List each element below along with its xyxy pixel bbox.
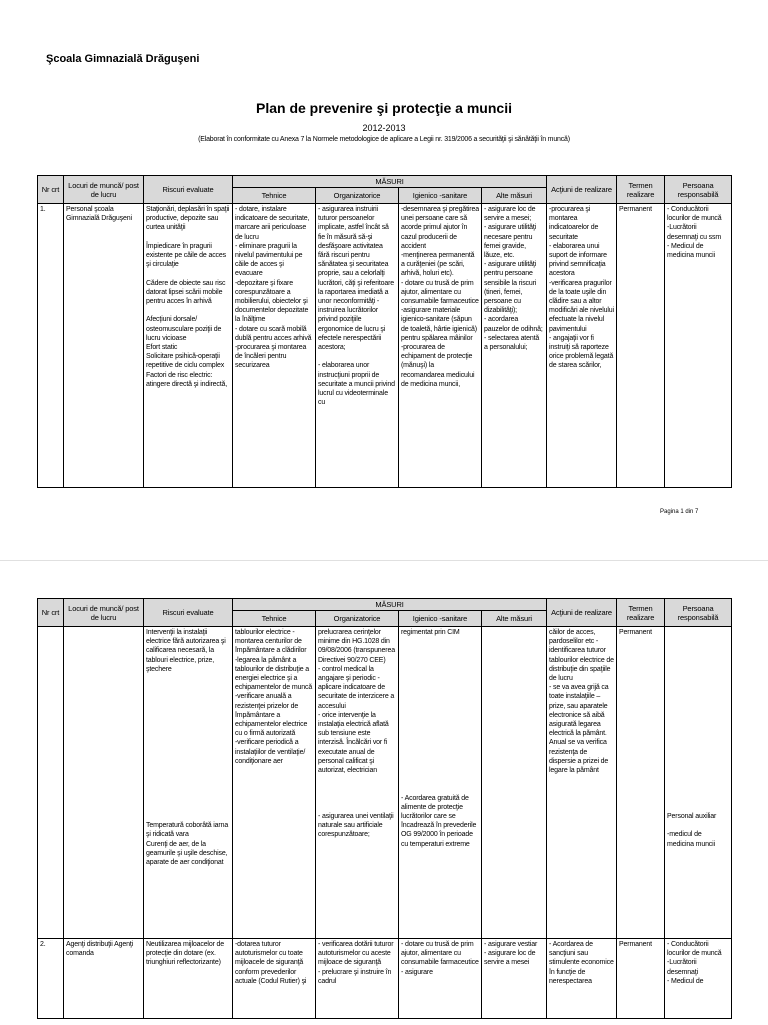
table-row (38, 939, 732, 1019)
cell-text: - asigurare vestiar - asigurare loc de servire a mesei (484, 941, 538, 967)
header-organizatorice: Organizatorice (316, 188, 399, 204)
plan-table-page-1 (37, 175, 732, 488)
header-tehnice: Tehnice (233, 188, 316, 204)
header-persoana: Persoana responsabilă (665, 599, 732, 627)
cell-text: Personal şcoala Gimnazială Drăguşeni (66, 206, 132, 223)
header-masuri: MĂSURI (233, 599, 547, 611)
cell-organizatorice (316, 939, 399, 1019)
cell-alte (482, 939, 547, 1019)
cell-tehnice (233, 627, 316, 939)
cell-text: tablourilor electrice -montarea centurilor de împământare a clădirilor -legarea la pământ a tablourilor de distribuţie a energiei electrice şi a echipamentelor de muncă -verificare anuală a rezistenţei prizelor de împământare a echipamentelor electrice cu o firmă autorizată -verificare periodică a instalaţiilor de ventilaţie/ condiţionare aer (235, 629, 313, 765)
header-tehnice: Tehnice (233, 611, 316, 627)
cell-actiuni (547, 939, 617, 1019)
header-locuri: Locuri de muncă/ post de lucru (64, 599, 144, 627)
header-riscuri: Riscuri evaluate (144, 176, 233, 204)
cell-termen (617, 939, 665, 1019)
header-masuri: MĂSURI (233, 176, 547, 188)
cell-organizatorice (316, 204, 399, 488)
cell-locuri (64, 204, 144, 488)
header-riscuri: Riscuri evaluate (144, 599, 233, 627)
plan-table-page-2 (37, 598, 732, 1019)
cell-text: Intervenţii la instalaţii electrice fără autorizarea şi calificarea necesară, la tablouri electrice, prize, ştechere Temperatură coborâtă iarna şi ridicată vara Curenţi de aer, de la geamurile şi uşile deschise, aparate de aer condiţionat (146, 629, 229, 867)
cell-text: 1. (40, 206, 46, 213)
cell-text: - asigurarea instruirii tuturor persoanelor implicate, astfel încât să fie în măsură să-şi desfăşoare activitatea fără riscuri pentru sănătatea şi securitatea proprie, sau a celorlalţi lucrători, căţi şi referitoare la raportarea imediată a unor neconformităţi - instruirea lucrătorilor privind poziţiile ergonomice de lucru şi efectele nerespectării acestora; - elaborarea unor instrucţiuni proprii de securitate a muncii privind lucrul cu videoterminale cu (318, 206, 395, 407)
header-nr: Nr crt (38, 599, 64, 627)
cell-text: -desemnarea şi pregătirea unei persoane care să acorde primul ajutor în cazul producerii de accident -menţinerea permanentă a curăţeniei (pe scări, arhivă, holuri etc). - dotare cu trusă de prim ajutor, alimentare cu consumabile farmaceutice -asigurare materiale igienico-sanitare (săpun de toaletă, hârtie igienică) pentru spălarea mâinilor -procurarea de echipament de protecţie (mănuşi) la recomandarea medicului de medicina muncii, (401, 206, 479, 388)
cell-text: Permanent (619, 206, 652, 213)
cell-riscuri (144, 204, 233, 488)
cell-alte (482, 204, 547, 488)
header-organizatorice: Organizatorice (316, 611, 399, 627)
header-nr: Nr crt (38, 176, 64, 204)
cell-locuri (64, 939, 144, 1019)
school-years: 2012-2013 (362, 123, 406, 133)
cell-text: - verificarea dotării tuturor autoturismelor cu aceste mijloace de siguranţă - prelucrare şi instruire în cadrul (318, 941, 394, 985)
cell-tehnice (233, 204, 316, 488)
legal-note: (Elaborat în conformitate cu Anexa 7 la Normele metodologice de aplicare a Legii nr. 319/2006 a securităţii şi sănătăţii în muncă) (198, 136, 570, 143)
cell-locuri (64, 627, 144, 939)
cell-igienico (399, 627, 482, 939)
header-alte: Alte măsuri (482, 188, 547, 204)
cell-text: - asigurare loc de servire a mesei; - asigurare utilităţi necesare pentru femei gravide, lăuze, etc. - asigurare utilităţi pentru persoane sensibile la riscuri (tineri, femei, persoane cu dizabilităţi); - acordarea pauzelor de odihnă; - selectarea atentă a personalului; (484, 206, 543, 352)
cell-text: - Conducătorii locurilor de muncă -Lucrătorii desemnaţi - Medicul de (667, 941, 722, 985)
cell-tehnice (233, 939, 316, 1019)
header-termen: Termen realizare (617, 599, 665, 627)
cell-text: -procurarea şi montarea indicatoarelor de securitate - elaborarea unui suport de informare privind semnificaţia acestora -verificarea pragurilor de la toate uşile din clădire sau a altor modificări ale nivelului efectuate la nivelul pavimentului - angajaţii vor fi instruiţi să raporteze orice problemă legată de starea scărilor, (549, 206, 614, 370)
document-page-2 (0, 560, 768, 1025)
header-persoana: Persoana responsabilă (665, 176, 732, 204)
school-name: Şcoala Gimnazială Drăguşeni (46, 53, 200, 65)
cell-nr (38, 939, 64, 1019)
cell-riscuri (144, 627, 233, 939)
cell-riscuri (144, 939, 233, 1019)
cell-text: Permanent (619, 629, 652, 636)
cell-text: Personal auxiliar -medicul de medicina muncii (667, 813, 717, 848)
header-locuri: Locuri de muncă/ post de lucru (64, 176, 144, 204)
cell-text: Staţionări, deplasări în spaţii productive, depozite sau curtea unităţii Împiedicare în pragurii existente pe căile de acces şi circulaţie Cădere de obiecte sau risc datorat lipsei scării mobile pentru acces în arhivă Afecţiuni dorsale/ osteomusculare poziţii de lucru vicioase Efort static Solicitare psihică-operaţii repetitive de ciclu complex Factori de risc electric: atingere directă şi indirectă, (146, 206, 230, 388)
document-title: Plan de prevenire şi protecţie a muncii (256, 100, 512, 116)
cell-igienico (399, 939, 482, 1019)
cell-nr (38, 204, 64, 488)
table-row (38, 204, 732, 488)
cell-termen (617, 627, 665, 939)
cell-actiuni (547, 204, 617, 488)
cell-text: Agenţi distribuţii Agenţi comanda (66, 941, 134, 958)
cell-actiuni (547, 627, 617, 939)
cell-text: 2. (40, 941, 46, 948)
cell-persoana (665, 939, 732, 1019)
cell-igienico (399, 204, 482, 488)
page-number: Pagina 1 din 7 (660, 509, 699, 515)
cell-text: - dotare cu trusă de prim ajutor, alimentare cu consumabile farmaceutice - asigurare (401, 941, 479, 976)
header-alte: Alte măsuri (482, 611, 547, 627)
cell-text: Neutilizarea mijloacelor de protecţie din dotare (ex. triunghiuri reflectorizante) (146, 941, 225, 967)
header-actiuni: Acţiuni de realizare (547, 599, 617, 627)
header-igienico: Igienico -sanitare (399, 611, 482, 627)
header-actiuni: Acţiuni de realizare (547, 176, 617, 204)
cell-nr (38, 627, 64, 939)
cell-persoana (665, 204, 732, 488)
cell-alte (482, 627, 547, 939)
header-termen: Termen realizare (617, 176, 665, 204)
cell-text: - Conducătorii locurilor de muncă -Lucrătorii desemnaţi cu ssm - Medicul de medicina muncii (667, 206, 722, 260)
cell-text: prelucrarea cerinţelor minime din HG.1028 din 09/08/2006 (transpunerea Directivei 90/270 CEE) - control medical la angajare şi periodic -aplicare indicatoare de securitate de interzicere a accesului - orice intervenţie la instalaţia electrică aflată sub tensiune este interzisă. Încălcări vor fi executate anual de personal calificat şi autorizat, electrician - asigurarea unei ventilaţii naturale sau artificiale corespunzătoare; (318, 629, 395, 839)
cell-text: Permanent (619, 941, 652, 948)
cell-organizatorice (316, 627, 399, 939)
header-igienico: Igienico -sanitare (399, 188, 482, 204)
cell-text: regimentat prin CIM - Acordarea gratuită de alimente de protecţie lucrătorilor care se încadrează în prevederile OG 99/2000 în perioade cu temperaturi extreme (401, 629, 477, 848)
cell-text: căilor de acces, pardoselilor etc -identificarea tuturor tablourilor electrice de distribuţie din spaţiile de lucru - se va avea grijă ca toate instalaţiile – prize, sau aparatele electronice să aibă asigurată legarea electrică la pământ. Anual se va verifica rezistenţa de dispersie a prizei de legare la pământ (549, 629, 614, 775)
cell-persoana (665, 627, 732, 939)
cell-text: -dotarea tuturor autoturismelor cu toate mijloacele de siguranţă conform prevederilor actuale (Codul Rutier) şi (235, 941, 307, 985)
cell-text: - Acordarea de sancţiuni sau stimulente economice în funcţie de nerespectarea (549, 941, 614, 985)
cell-termen (617, 204, 665, 488)
table-row (38, 627, 732, 939)
cell-text: - dotare, instalare indicatoare de securitate, marcare arii periculoase de lucru - eliminare pragurii la nivelul pavimentului pe căile de acces şi evacuare -depozitare şi fixare corespunzătoare a mobilierului, obiectelor şi documentelor depozitate la înălţime - dotare cu scară mobilă dublă pentru acces arhivă -procurarea şi montarea de încăleri pentru securizarea (235, 206, 312, 370)
